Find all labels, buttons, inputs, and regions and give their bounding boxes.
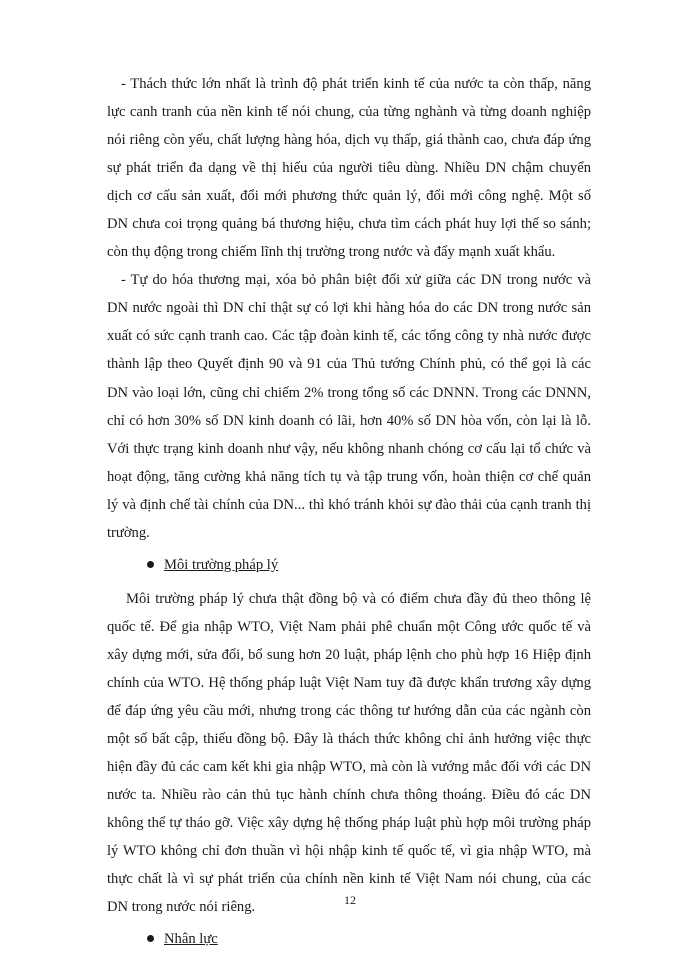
page-number: 12 [344, 893, 356, 907]
bullet-icon [147, 561, 154, 568]
paragraph-legal-environment: Môi trường pháp lý chưa thật đồng bộ và có điểm chưa đầy đủ theo thông lệ quốc tế. Để gia nhập WTO, Việt Nam phải phê chuẩn một Công ước quốc tế và xây dựng mới, sửa đổi, bổ sung hơn 20 luật, pháp lệnh cho phù hợp 16 Hiệp định chính của WTO. Hệ thống pháp luật Việt Nam tuy đã được khẩn trương xây dựng để đáp ứng yêu cầu mới, nhưng trong các thông tư hướng dẫn của các ngành còn một số bất cập, thiếu đồng bộ. Đây là thách thức không chỉ ảnh hưởng việc thực hiện đầy đủ các cam kết khi gia nhập WTO, mà còn là vướng mắc đối với các DN nước ta. Nhiều rào cản thủ tục hành chính chưa thông thoáng. Điều đó các DN không thể tự tháo gỡ. Việc xây dựng hệ thống pháp luật phù hợp môi trường pháp lý WTO không chỉ đơn thuần vì hội nhập kinh tế quốc tế, vì gia nhập WTO, mà thực chất là vì sự phát triển của chính nền kinh tế Việt Nam nói chung, của các DN trong nước nói riêng. [107, 590, 591, 916]
document-page [107, 70, 591, 959]
paragraph-competition-challenge: - Thách thức lớn nhất là trình độ phát triển kinh tế của nước ta còn thấp, năng lực canh tranh của nền kinh tế nói chung, của từng nghành và từng doanh nghiệp nói riêng còn yếu, chất lượng hàng hóa, dịch vụ thấp, giá thành cao, chưa đáp ứng sự phát triển đa dạng về thị hiếu của người tiêu dùng. Nhiều DN chậm chuyển dịch cơ cấu sản xuất, đổi mới phương thức quản lý, đổi mới công nghệ. Một số DN chưa coi trọng quảng bá thương hiệu, chưa tìm cách phát huy lợi thế so sánh; còn thụ động trong chiếm lĩnh thị trường trong nước và đẩy mạnh xuất khẩu. [107, 76, 591, 261]
heading-text: Nhân lực [164, 931, 218, 948]
heading-text: Môi trường pháp lý [164, 556, 279, 573]
bullet-icon [147, 935, 154, 942]
paragraph-trade-liberalization: - Tự do hóa thương mại, xóa bỏ phân biệt đối xử giữa các DN trong nước và DN nước ngoài thì DN chỉ thật sự có lợi khi hàng hóa do các DN trong nước sản xuất có sức cạnh tranh cao. Các tập đoàn kinh tế, các tổng công ty nhà nước được thành lập theo Quyết định 90 và 91 của Thủ tướng Chính phủ, có thể gọi là các DN vào loại lớn, cũng chỉ chiếm 2% trong tổng số các DNNN. Trong các DNNN, chỉ có hơn 30% số DN kinh doanh có lãi, hơn 40% số DN hòa vốn, còn lại là lỗ. Với thực trạng kinh doanh như vậy, nếu không nhanh chóng cơ cấu lại tổ chức và hoạt động, tăng cường khả năng tích tụ và tập trung vốn, hoàn thiện cơ chế quản lý và định chế tài chính của DN... thì khó tránh khỏi sự đào thải của cạnh tranh thị trường. [107, 272, 591, 541]
section-heading-legal-environment [107, 551, 591, 579]
section-heading-human-resources [107, 925, 591, 953]
